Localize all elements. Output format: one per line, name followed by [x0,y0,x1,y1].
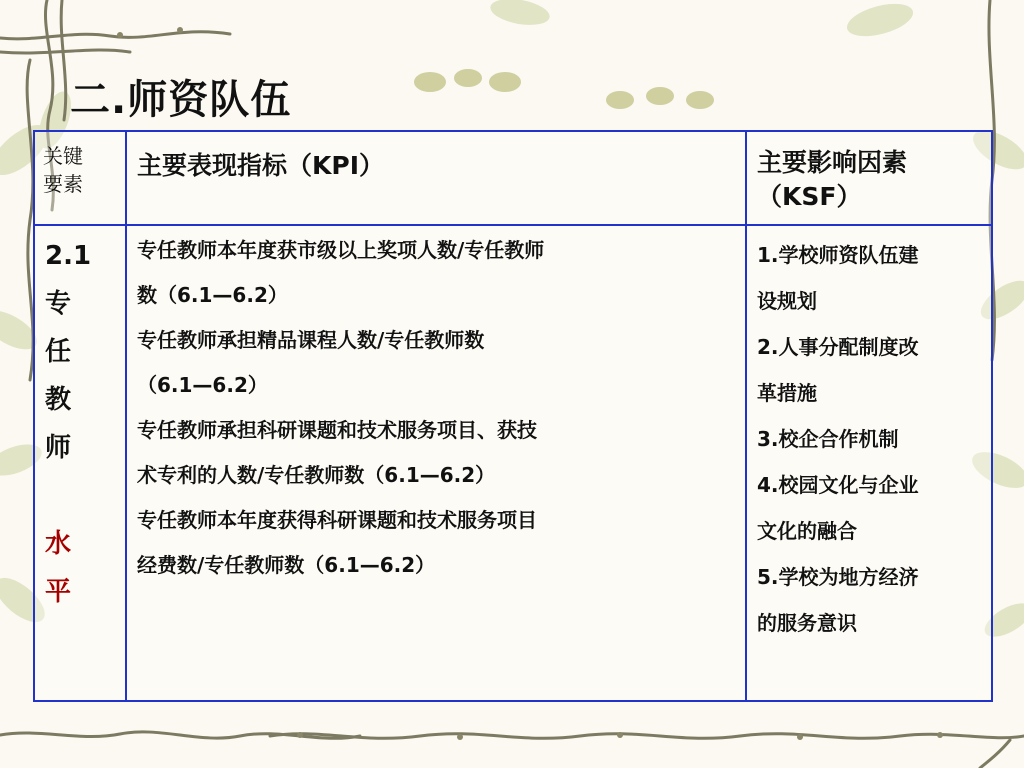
ksf-cell [746,225,992,701]
ksf-line: 设规划 [757,289,817,313]
table-row [34,225,992,701]
key-factor-line: 任 [45,337,72,367]
key-factor-cell [34,225,126,701]
header-key-factor-line: 关键 [43,144,83,168]
spacer [45,472,125,520]
ksf-line: 2.人事分配制度改 [757,335,919,359]
ksf-line: 4.校园文化与企业 [757,473,919,497]
ksf-line: 的服务意识 [757,611,857,635]
ksf-line: 3.校企合作机制 [757,427,899,451]
kpi-line: 经费数/专任教师数（6.1—6.2） [137,553,436,577]
header-kpi: 主要表现指标（KPI） [126,131,746,225]
key-factor-line: 2.1 [45,241,92,271]
kpi-table [33,130,993,702]
header-ksf [746,131,992,225]
header-key-factor [34,131,126,225]
kpi-line: 专任教师本年度获得科研课题和技术服务项目 [137,508,537,532]
kpi-line: 专任教师本年度获市级以上奖项人数/专任教师 [137,238,545,262]
header-key-factor-line: 要素 [43,172,83,196]
key-factor-red-line: 水 [45,529,72,559]
ksf-line: 文化的融合 [757,519,857,543]
header-ksf-line: 主要影响因素 [757,148,908,177]
key-factor-line: 教 [45,385,72,415]
ksf-line: 5.学校为地方经济 [757,565,919,589]
kpi-cell [126,225,746,701]
ksf-line: 革措施 [757,381,817,405]
key-factor-line: 专 [45,289,72,319]
kpi-line: （6.1—6.2） [137,373,268,397]
slide-title: 二.师资队伍 [70,77,292,123]
header-ksf-line: （KSF） [757,182,862,211]
ksf-line: 1.学校师资队伍建 [757,243,919,267]
kpi-line: 专任教师承担精品课程人数/专任教师数 [137,328,485,352]
table-header-row [34,131,992,225]
key-factor-red-line: 平 [45,577,72,607]
kpi-line: 术专利的人数/专任教师数（6.1—6.2） [137,463,496,487]
key-factor-line: 师 [45,433,72,463]
kpi-line: 专任教师承担科研课题和技术服务项目、获技 [137,418,537,442]
kpi-line: 数（6.1—6.2） [137,283,288,307]
